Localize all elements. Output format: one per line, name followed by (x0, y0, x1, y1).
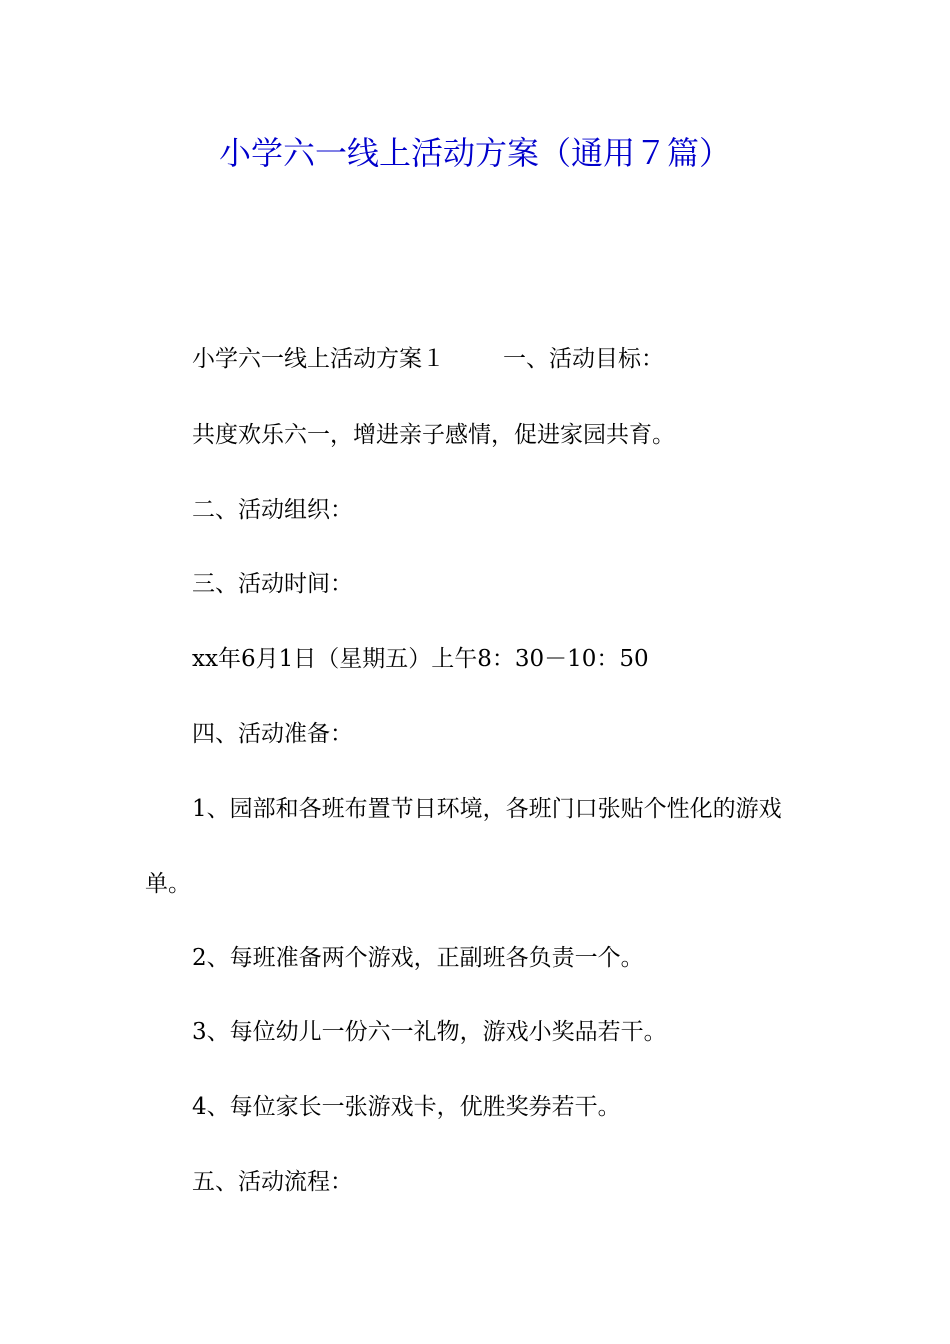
section-heading-line (145, 344, 872, 374)
paragraph-preparation-3: 3、每位幼儿一份六一礼物，游戏小奖品若干。 (192, 1019, 667, 1045)
section-heading: 小学六一线上活动方案１ (192, 346, 445, 372)
paragraph-preparation-2: 2、每班准备两个游戏，正副班各负责一个。 (192, 945, 644, 971)
paragraph-goal: 共度欢乐六一，增进亲子感情，促进家园共育。 (192, 422, 675, 448)
paragraph-process-heading: 五、活动流程： (192, 1169, 353, 1195)
paragraph-goal-heading: 一、活动目标： (503, 346, 664, 372)
paragraph-preparation-1: 1、园部和各班布置节日环境，各班门口张贴个性化的游戏 (192, 796, 782, 822)
paragraph-preparation-1-continued: 单。 (145, 871, 191, 897)
page-title: 小学六一线上活动方案（通用７篇） (218, 134, 731, 172)
paragraph-preparation-4: 4、每位家长一张游戏卡，优胜奖券若干。 (192, 1094, 621, 1120)
paragraph-time-heading: 三、活动时间： (192, 571, 353, 597)
paragraph-preparation-heading: 四、活动准备： (192, 721, 353, 747)
paragraph-time: xx年6月1日（星期五）上午8：30－10：50 (192, 646, 649, 672)
paragraph-organization-heading: 二、活动组织： (192, 497, 353, 523)
